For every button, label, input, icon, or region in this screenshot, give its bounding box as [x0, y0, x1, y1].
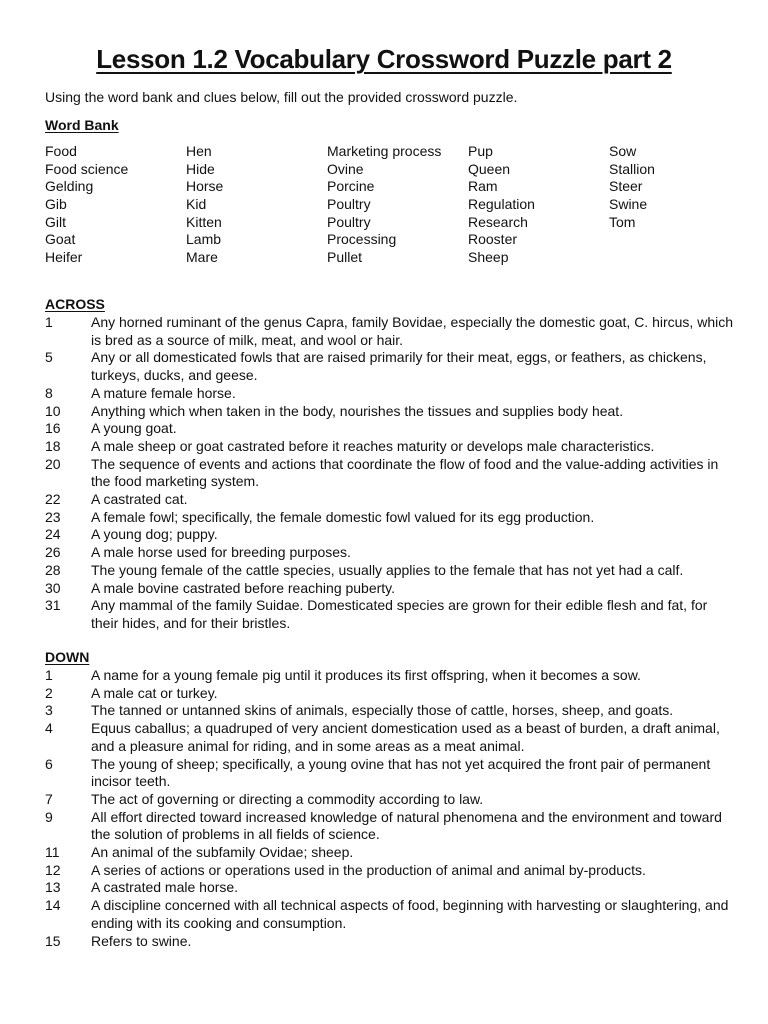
- clue-text: Anything which when taken in the body, nourishes the tissues and supplies body heat.: [91, 402, 624, 419]
- down-clue: [45, 933, 735, 951]
- word-bank-word: Gilt: [45, 213, 66, 230]
- down-clue-list: [45, 667, 735, 950]
- clue-number: 16: [45, 420, 61, 437]
- word-bank-word: Food science: [45, 160, 129, 177]
- word-bank-word: Poultry: [327, 196, 371, 213]
- clue-number: 1: [45, 314, 53, 330]
- down-clue: [45, 791, 735, 809]
- clue-text: A male cat or turkey.: [91, 684, 218, 701]
- word-bank-word: Sow: [609, 143, 637, 159]
- word-bank-word: Hen: [186, 143, 212, 159]
- clue-number: 7: [45, 790, 53, 807]
- word-bank-word: Gib: [45, 196, 67, 213]
- clue-text: A young dog; puppy.: [91, 526, 218, 543]
- clue-text: An animal of the subfamily Ovidae; sheep.: [91, 844, 354, 861]
- clue-number: 26: [45, 544, 61, 561]
- clue-text: A male horse used for breeding purposes.: [91, 544, 351, 561]
- across-clue: [45, 526, 735, 544]
- word-bank-word: Marketing process: [327, 143, 442, 159]
- down-clue: [45, 756, 735, 791]
- clue-number: 20: [45, 455, 61, 472]
- down-clue: [45, 844, 735, 862]
- across-clue: [45, 438, 735, 456]
- clue-number: 11: [45, 844, 60, 861]
- down-clue: [45, 897, 735, 932]
- clue-text: Any or all domesticated fowls that are raised primarily for their meat, eggs, or feathers, as chickens, turkeys, ducks, and geese.: [91, 349, 707, 384]
- across-clue: [45, 403, 735, 421]
- word-bank-word: Horse: [186, 178, 224, 195]
- clue-text: Equus caballus; a quadruped of very ancient domestication used as a beast of burden, a draft animal, and a pleasure animal for riding, and in some areas as a meat animal.: [91, 720, 720, 754]
- clue-number: 13: [45, 879, 61, 896]
- clue-text: All effort directed toward increased knowledge of natural phenomena and the environment and toward the solution of problems in all fields of science.: [91, 808, 722, 843]
- clue-number: 30: [45, 579, 61, 596]
- clue-number: 10: [45, 402, 61, 419]
- clue-number: 31: [45, 597, 61, 614]
- word-bank-word: Goat: [45, 231, 76, 248]
- word-bank-column: [468, 143, 535, 267]
- across-clue: [45, 597, 735, 632]
- across-heading: ACROSS: [45, 296, 105, 312]
- across-clue: [45, 580, 735, 598]
- word-bank-word: Steer: [609, 178, 643, 195]
- instructions-text: Using the word bank and clues below, fill out the provided crossword puzzle.: [45, 89, 518, 105]
- clue-text: A series of actions or operations used in the production of animal and animal by-products.: [91, 861, 646, 878]
- word-bank-word: Pup: [468, 143, 493, 159]
- clue-text: The act of governing or directing a commodity according to law.: [91, 790, 484, 807]
- clue-text: The young female of the cattle species, usually applies to the female that has not yet had a calf.: [91, 561, 684, 578]
- word-bank-heading: Word Bank: [45, 117, 119, 133]
- down-heading: DOWN: [45, 649, 90, 665]
- down-clue: [45, 667, 735, 685]
- clue-number: 24: [45, 526, 61, 543]
- across-clue: [45, 562, 735, 580]
- word-bank-column: [186, 143, 223, 267]
- across-clue: [45, 385, 735, 403]
- across-clue-list: [45, 314, 735, 633]
- clue-number: 28: [45, 561, 61, 578]
- down-clue: [45, 702, 735, 720]
- down-clue: [45, 862, 735, 880]
- across-clue: [45, 544, 735, 562]
- word-bank-word: Gelding: [45, 178, 94, 195]
- word-bank-word: Lamb: [186, 231, 222, 248]
- word-bank-word: Research: [468, 213, 528, 230]
- clue-text: Any horned ruminant of the genus Capra, family Bovidae, especially the domestic goat, C. hircus, which is bred as a source of milk, meat, and wool or hair.: [91, 314, 733, 348]
- word-bank-word: Sheep: [468, 249, 509, 266]
- word-bank-word: Kid: [186, 196, 207, 213]
- clue-number: 1: [45, 667, 53, 683]
- across-clue: [45, 456, 735, 491]
- word-bank-word: Ram: [468, 178, 498, 195]
- clue-number: 3: [45, 702, 53, 719]
- down-clue: [45, 720, 735, 755]
- word-bank-word: Food: [45, 143, 77, 159]
- word-bank-word: Queen: [468, 160, 511, 177]
- clue-number: 15: [45, 932, 61, 949]
- word-bank-word: Rooster: [468, 231, 518, 248]
- word-bank-word: Hide: [186, 160, 215, 177]
- word-bank-column: [327, 143, 441, 267]
- word-bank-word: Heifer: [45, 249, 83, 266]
- word-bank-word: Ovine: [327, 160, 364, 177]
- clue-number: 4: [45, 720, 53, 737]
- clue-text: A young goat.: [91, 420, 177, 437]
- clue-number: 22: [45, 491, 61, 508]
- clue-text: Any mammal of the family Suidae. Domesticated species are grown for their edible flesh and fat, for their hides, and for their bristles.: [91, 597, 708, 631]
- down-clue: [45, 879, 735, 897]
- across-clue: [45, 420, 735, 438]
- clue-number: 6: [45, 755, 53, 772]
- word-bank-column: [609, 143, 655, 231]
- word-bank-word: Mare: [186, 249, 218, 266]
- clue-number: 5: [45, 349, 53, 366]
- down-clue: [45, 685, 735, 703]
- clue-text: A mature female horse.: [91, 384, 236, 401]
- word-bank-word: Swine: [609, 196, 648, 213]
- down-clue: [45, 809, 735, 844]
- clue-text: The tanned or untanned skins of animals, especially those of cattle, horses, sheep, and goats.: [91, 702, 674, 719]
- clue-number: 9: [45, 808, 53, 825]
- word-bank-column: [45, 143, 128, 267]
- word-bank-word: Pullet: [327, 249, 363, 266]
- clue-number: 8: [45, 384, 53, 401]
- across-clue: [45, 314, 735, 349]
- clue-number: 23: [45, 508, 61, 525]
- word-bank-word: Tom: [609, 213, 636, 230]
- clue-number: 14: [45, 897, 61, 914]
- clue-number: 2: [45, 684, 53, 701]
- clue-text: A male bovine castrated before reaching puberty.: [91, 579, 396, 596]
- clue-text: A female fowl; specifically, the female domestic fowl valued for its egg production.: [91, 508, 595, 525]
- clue-text: The sequence of events and actions that coordinate the flow of food and the value-adding activities in the food marketing system.: [91, 455, 719, 490]
- clue-text: A name for a young female pig until it produces its first offspring, when it becomes a sow.: [91, 667, 641, 683]
- across-clue: [45, 491, 735, 509]
- word-bank-word: Porcine: [327, 178, 375, 195]
- clue-text: A castrated cat.: [91, 491, 188, 508]
- clue-number: 12: [45, 861, 61, 878]
- across-clue: [45, 509, 735, 527]
- page-title: Lesson 1.2 Vocabulary Crossword Puzzle part 2: [96, 44, 672, 74]
- clue-text: A castrated male horse.: [91, 879, 239, 896]
- word-bank-word: Kitten: [186, 213, 222, 230]
- clue-text: A discipline concerned with all technical aspects of food, beginning with harvesting or slaughtering, and ending with its cooking and consumption.: [91, 897, 729, 931]
- across-clue: [45, 349, 735, 384]
- clue-number: 18: [45, 437, 61, 454]
- word-bank-word: Regulation: [468, 196, 535, 213]
- clue-text: Refers to swine.: [91, 932, 192, 949]
- clue-text: A male sheep or goat castrated before it reaches maturity or develops male characteristics.: [91, 437, 655, 454]
- word-bank-word: Processing: [327, 231, 397, 248]
- clue-text: The young of sheep; specifically, a young ovine that has not yet acquired the front pair of permanent incisor teeth.: [91, 755, 711, 790]
- word-bank-word: Stallion: [609, 160, 655, 177]
- word-bank-word: Poultry: [327, 213, 371, 230]
